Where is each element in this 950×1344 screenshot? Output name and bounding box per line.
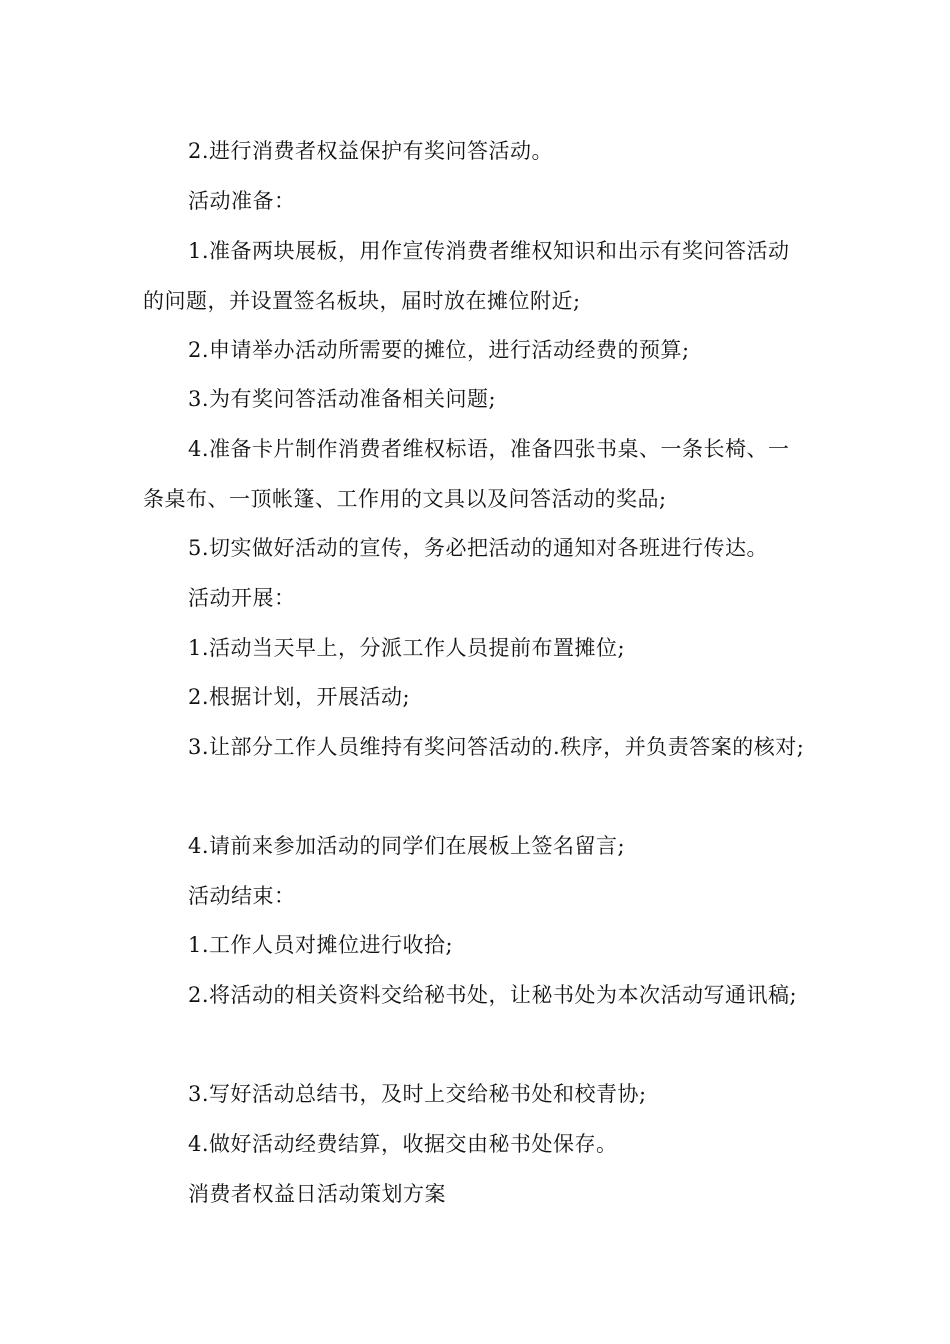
paragraph-item-1: 2.进行消费者权益保护有奖问答活动。 (188, 139, 554, 163)
paragraph-end-3: 3.写好活动总结书，及时上交给秘书处和校青协; (188, 1082, 647, 1106)
paragraph-exec-1: 1.活动当天早上，分派工作人员提前布置摊位; (188, 636, 626, 660)
section-heading-execution: 活动开展： (188, 586, 296, 610)
paragraph-end-1: 1.工作人员对摊位进行收拾; (188, 933, 454, 957)
paragraph-exec-2: 2.根据计划，开展活动; (188, 685, 411, 709)
section-heading-ending: 活动结束： (188, 884, 296, 908)
paragraph-prep-5: 5.切实做好活动的宣传，务必把活动的通知对各班进行传达。 (188, 536, 769, 560)
paragraph-exec-4: 4.请前来参加活动的同学们在展板上签名留言; (188, 834, 626, 858)
paragraph-prep-1: 1.准备两块展板，用作宣传消费者维权知识和出示有奖问答活动的问题，并设置签名板块，届时放在摊位附近; (143, 239, 790, 313)
paragraph-end-4: 4.做好活动经费结算，收据交由秘书处保存。 (188, 1132, 618, 1156)
paragraph-exec-3: 3.让部分工作人员维持有奖问答活动的.秩序，并负责答案的核对; (188, 735, 805, 759)
document-title-next: 消费者权益日活动策划方案 (188, 1182, 446, 1206)
paragraph-prep-3: 3.为有奖问答活动准备相关问题; (188, 387, 497, 411)
paragraph-prep-2: 2.申请举办活动所需要的摊位，进行活动经费的预算; (188, 338, 690, 362)
paragraph-prep-4: 4.准备卡片制作消费者维权标语，准备四张书桌、一条长椅、一条桌布、一顶帐篷、工作用的文具以及问答活动的奖品; (143, 437, 790, 511)
section-heading-preparation: 活动准备： (188, 189, 296, 213)
paragraph-end-2: 2.将活动的相关资料交给秘书处，让秘书处为本次活动写通讯稿; (188, 983, 798, 1007)
